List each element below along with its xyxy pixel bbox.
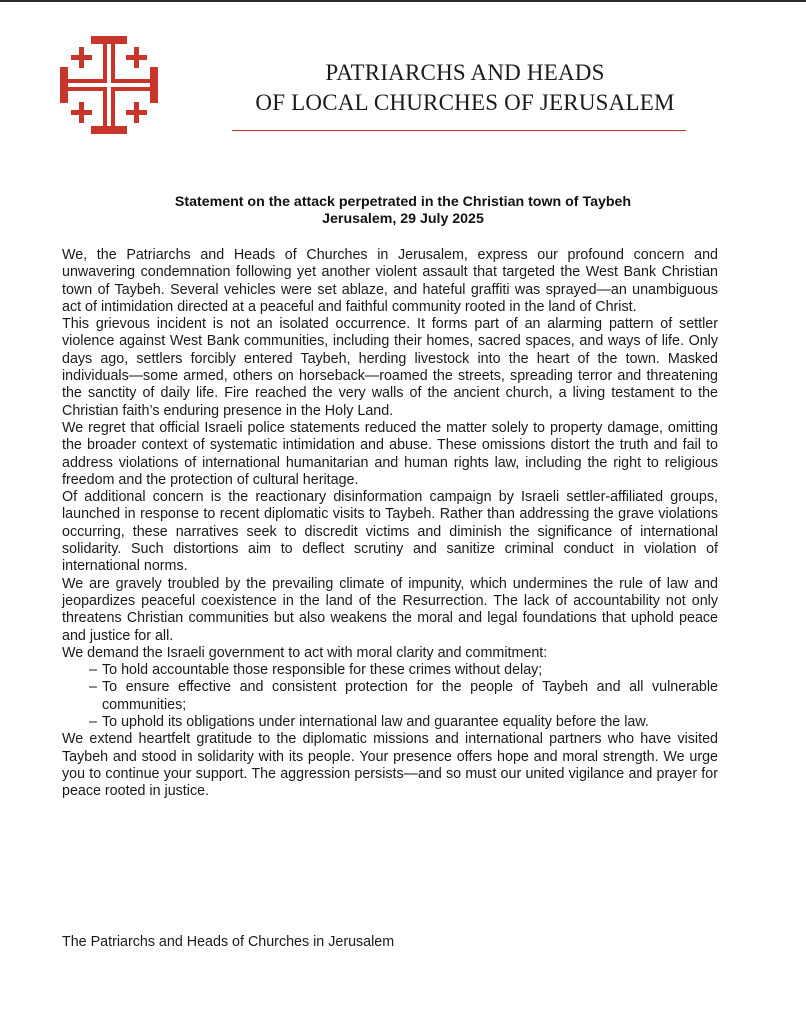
body-paragraph: We regret that official Israeli police statements reduced the matter solely to property damage, omitting the broader context of systematic intimidation and abuse. These omissions distort the truth and fail to address violations of international humanitarian and human rights law, including the right to religious freedom and the protection of cultural heritage.	[62, 419, 718, 488]
signature: The Patriarchs and Heads of Churches in Jerusalem	[62, 934, 395, 950]
organization-title-line-1: PATRIARCHS AND HEADS	[325, 60, 605, 85]
list-dash: –	[89, 662, 97, 679]
body-paragraph: We are gravely troubled by the prevailing climate of impunity, which undermines the rule of law and jeopardizes peaceful coexistence in the land of the Resurrection. The lack of accountability not only threatens Christian communities but also weakens the moral and legal foundations that uphold peace and justice for all.	[62, 575, 718, 644]
list-item	[62, 714, 718, 731]
list-item	[62, 662, 718, 679]
jerusalem-cross-icon	[58, 34, 160, 136]
list-item-text: To uphold its obligations under international law and guarantee equality before the law.	[102, 714, 649, 731]
body-paragraph: We demand the Israeli government to act with moral clarity and commitment:	[62, 644, 548, 661]
list-dash: –	[89, 714, 97, 731]
letterhead	[0, 0, 806, 140]
body-paragraph: We, the Patriarchs and Heads of Churches in Jerusalem, express our profound concern and unwavering condemnation following yet another violent assault that targeted the West Bank Christian town of Taybeh. Several vehicles were set ablaze, and hateful graffiti was sprayed—an unambiguous act of intimidation directed at a peaceful and faithful community rooted in the land of Christ.	[62, 247, 718, 315]
organization-title	[200, 58, 730, 118]
letterhead-divider	[232, 130, 686, 131]
list-dash: –	[89, 679, 97, 696]
organization-title-line-2: OF LOCAL CHURCHES OF JERUSALEM	[255, 90, 675, 115]
list-item-text: To hold accountable those responsible for these crimes without delay;	[102, 662, 543, 679]
statement-heading	[0, 194, 806, 228]
list-item	[62, 679, 718, 714]
closing-paragraph: We extend heartfelt gratitude to the diplomatic missions and international partners who have visited Taybeh and stood in solidarity with its people. Your presence offers hope and moral strength. We urge you to continue your support. The aggression persists—and so must our united vigilance and prayer for peace rooted in justice.	[62, 731, 718, 800]
statement-body	[62, 247, 718, 801]
statement-title: Statement on the attack perpetrated in the Christian town of Taybeh	[174, 194, 632, 210]
list-item-text: To ensure effective and consistent protection for the people of Taybeh and all vulnerable communities;	[102, 679, 718, 713]
body-paragraph: This grievous incident is not an isolated occurrence. It forms part of an alarming pattern of settler violence against West Bank communities, including their homes, sacred spaces, and ways of life. Only days ago, settlers forcibly entered Taybeh, herding livestock into the heart of the town. Masked individuals—some armed, others on horseback—roamed the streets, spreading terror and threatening the sanctity of daily life. Fire reached the very walls of the ancient church, a living testament to the Christian faith’s enduring presence in the Holy Land.	[62, 316, 718, 419]
demands-list	[62, 662, 718, 731]
statement-dateline: Jerusalem, 29 July 2025	[322, 211, 484, 227]
body-paragraph: Of additional concern is the reactionary disinformation campaign by Israeli settler-affiliated groups, launched in response to recent diplomatic visits to Taybeh. Rather than addressing the grave violations occurring, these narratives seek to discredit victims and diminish the significance of international solidarity. Such distortions aim to deflect scrutiny and sanitize criminal conduct in violation of international norms.	[62, 489, 718, 575]
